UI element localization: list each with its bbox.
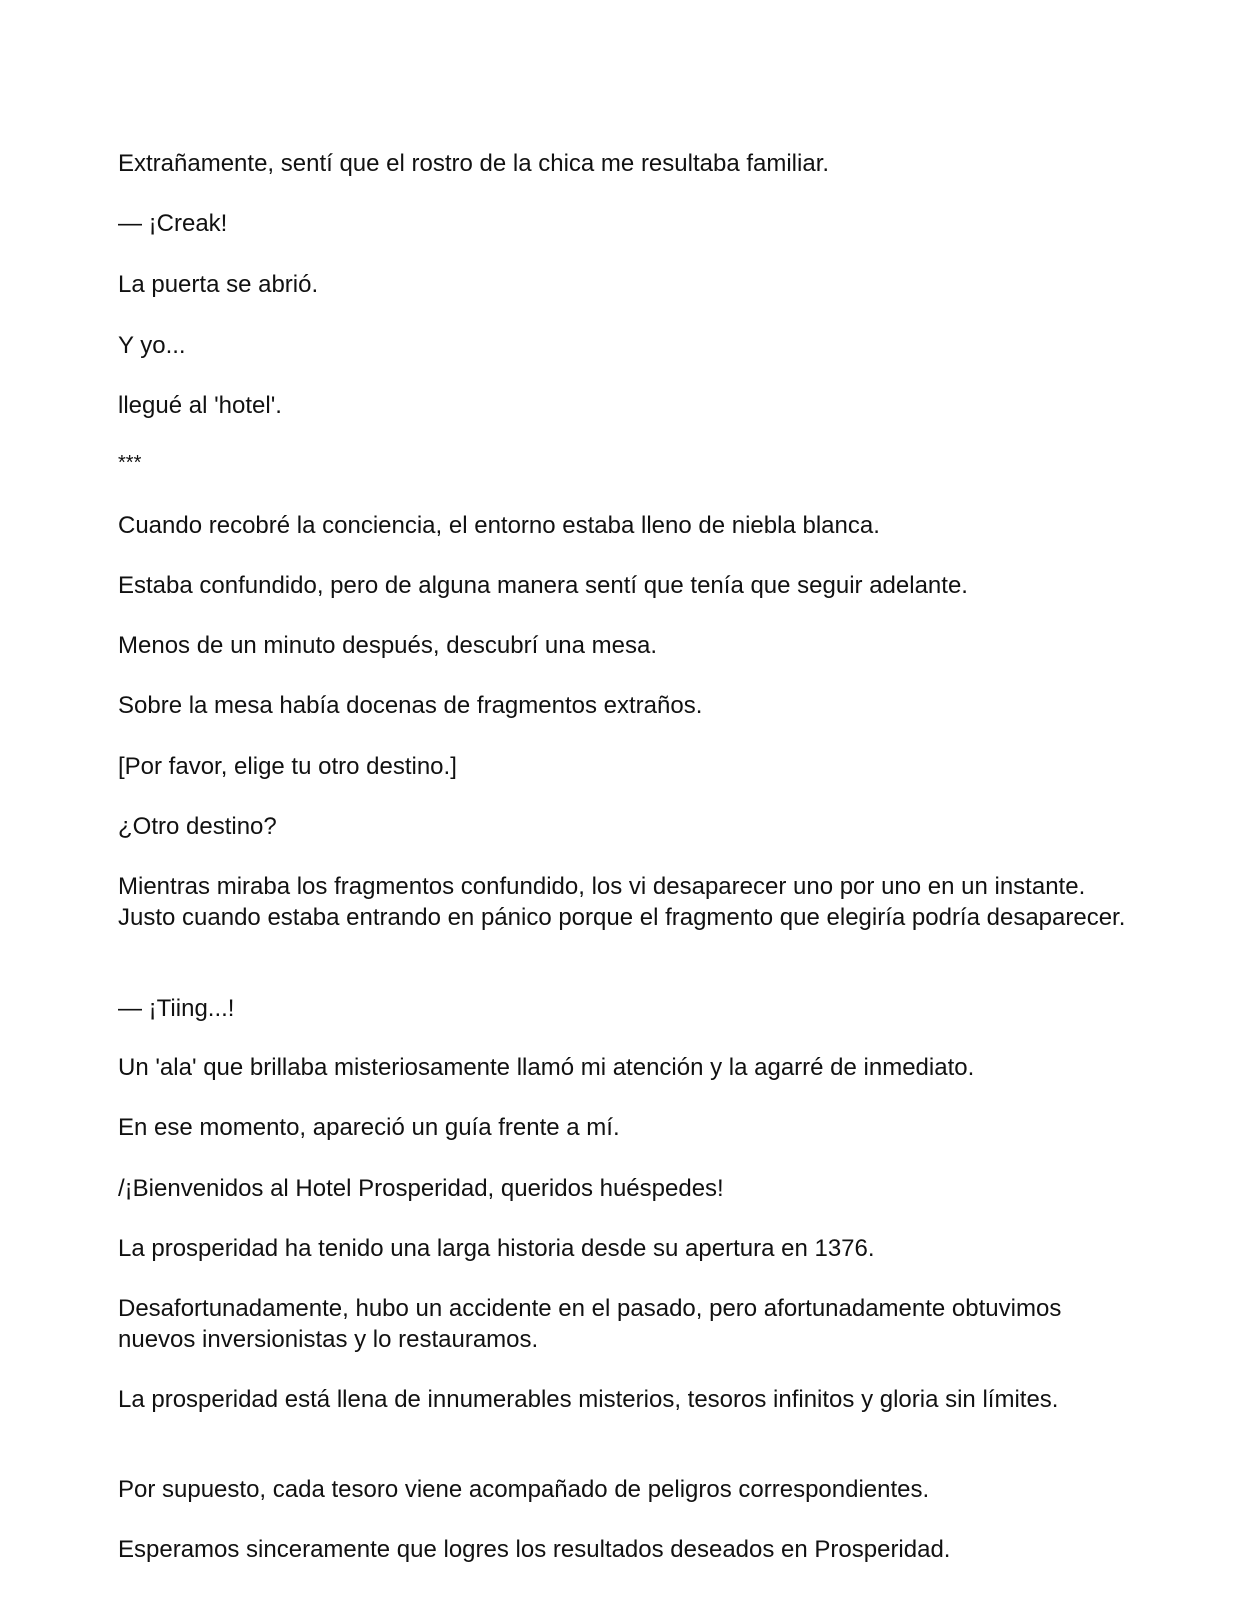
- paragraph: La prosperidad está llena de innumerables misterios, tesoros infinitos y gloria sin límites.: [118, 1386, 1059, 1413]
- paragraph: Mientras miraba los fragmentos confundido, los vi desaparecer uno por uno en un instante. Justo cuando estaba entrando en pánico porque el fragmento que elegiría podría desaparecer.: [118, 873, 1126, 931]
- paragraph: Cuando recobré la conciencia, el entorno estaba lleno de niebla blanca.: [118, 512, 880, 539]
- paragraph: La prosperidad ha tenido una larga historia desde su apertura en 1376.: [118, 1235, 875, 1262]
- paragraph: — ¡Tiing...!: [118, 995, 235, 1022]
- paragraph: [Por favor, elige tu otro destino.]: [118, 753, 457, 780]
- paragraph: Desafortunadamente, hubo un accidente en el pasado, pero afortunadamente obtuvimos nuevos inversionistas y lo restauramos.: [118, 1295, 1062, 1353]
- paragraph: Y yo...: [118, 332, 186, 359]
- paragraph: ¿Otro destino?: [118, 813, 277, 840]
- paragraph: Un 'ala' que brillaba misteriosamente llamó mi atención y la agarré de inmediato.: [118, 1054, 975, 1081]
- paragraph: Por supuesto, cada tesoro viene acompañado de peligros correspondientes.: [118, 1476, 930, 1503]
- paragraph: En ese momento, apareció un guía frente a mí.: [118, 1114, 620, 1141]
- paragraph: La puerta se abrió.: [118, 271, 319, 298]
- paragraph: /¡Bienvenidos al Hotel Prosperidad, queridos huéspedes!: [118, 1175, 724, 1202]
- section-break: ***: [118, 452, 142, 474]
- paragraph: Sobre la mesa había docenas de fragmentos extraños.: [118, 692, 703, 719]
- paragraph: Estaba confundido, pero de alguna manera sentí que tenía que seguir adelante.: [118, 572, 968, 599]
- paragraph: Esperamos sinceramente que logres los resultados deseados en Prosperidad.: [118, 1536, 951, 1563]
- paragraph: Menos de un minuto después, descubrí una mesa.: [118, 632, 657, 659]
- paragraph: — ¡Creak!: [118, 210, 228, 237]
- paragraph: Extrañamente, sentí que el rostro de la chica me resultaba familiar.: [118, 150, 830, 177]
- paragraph: llegué al 'hotel'.: [118, 392, 282, 419]
